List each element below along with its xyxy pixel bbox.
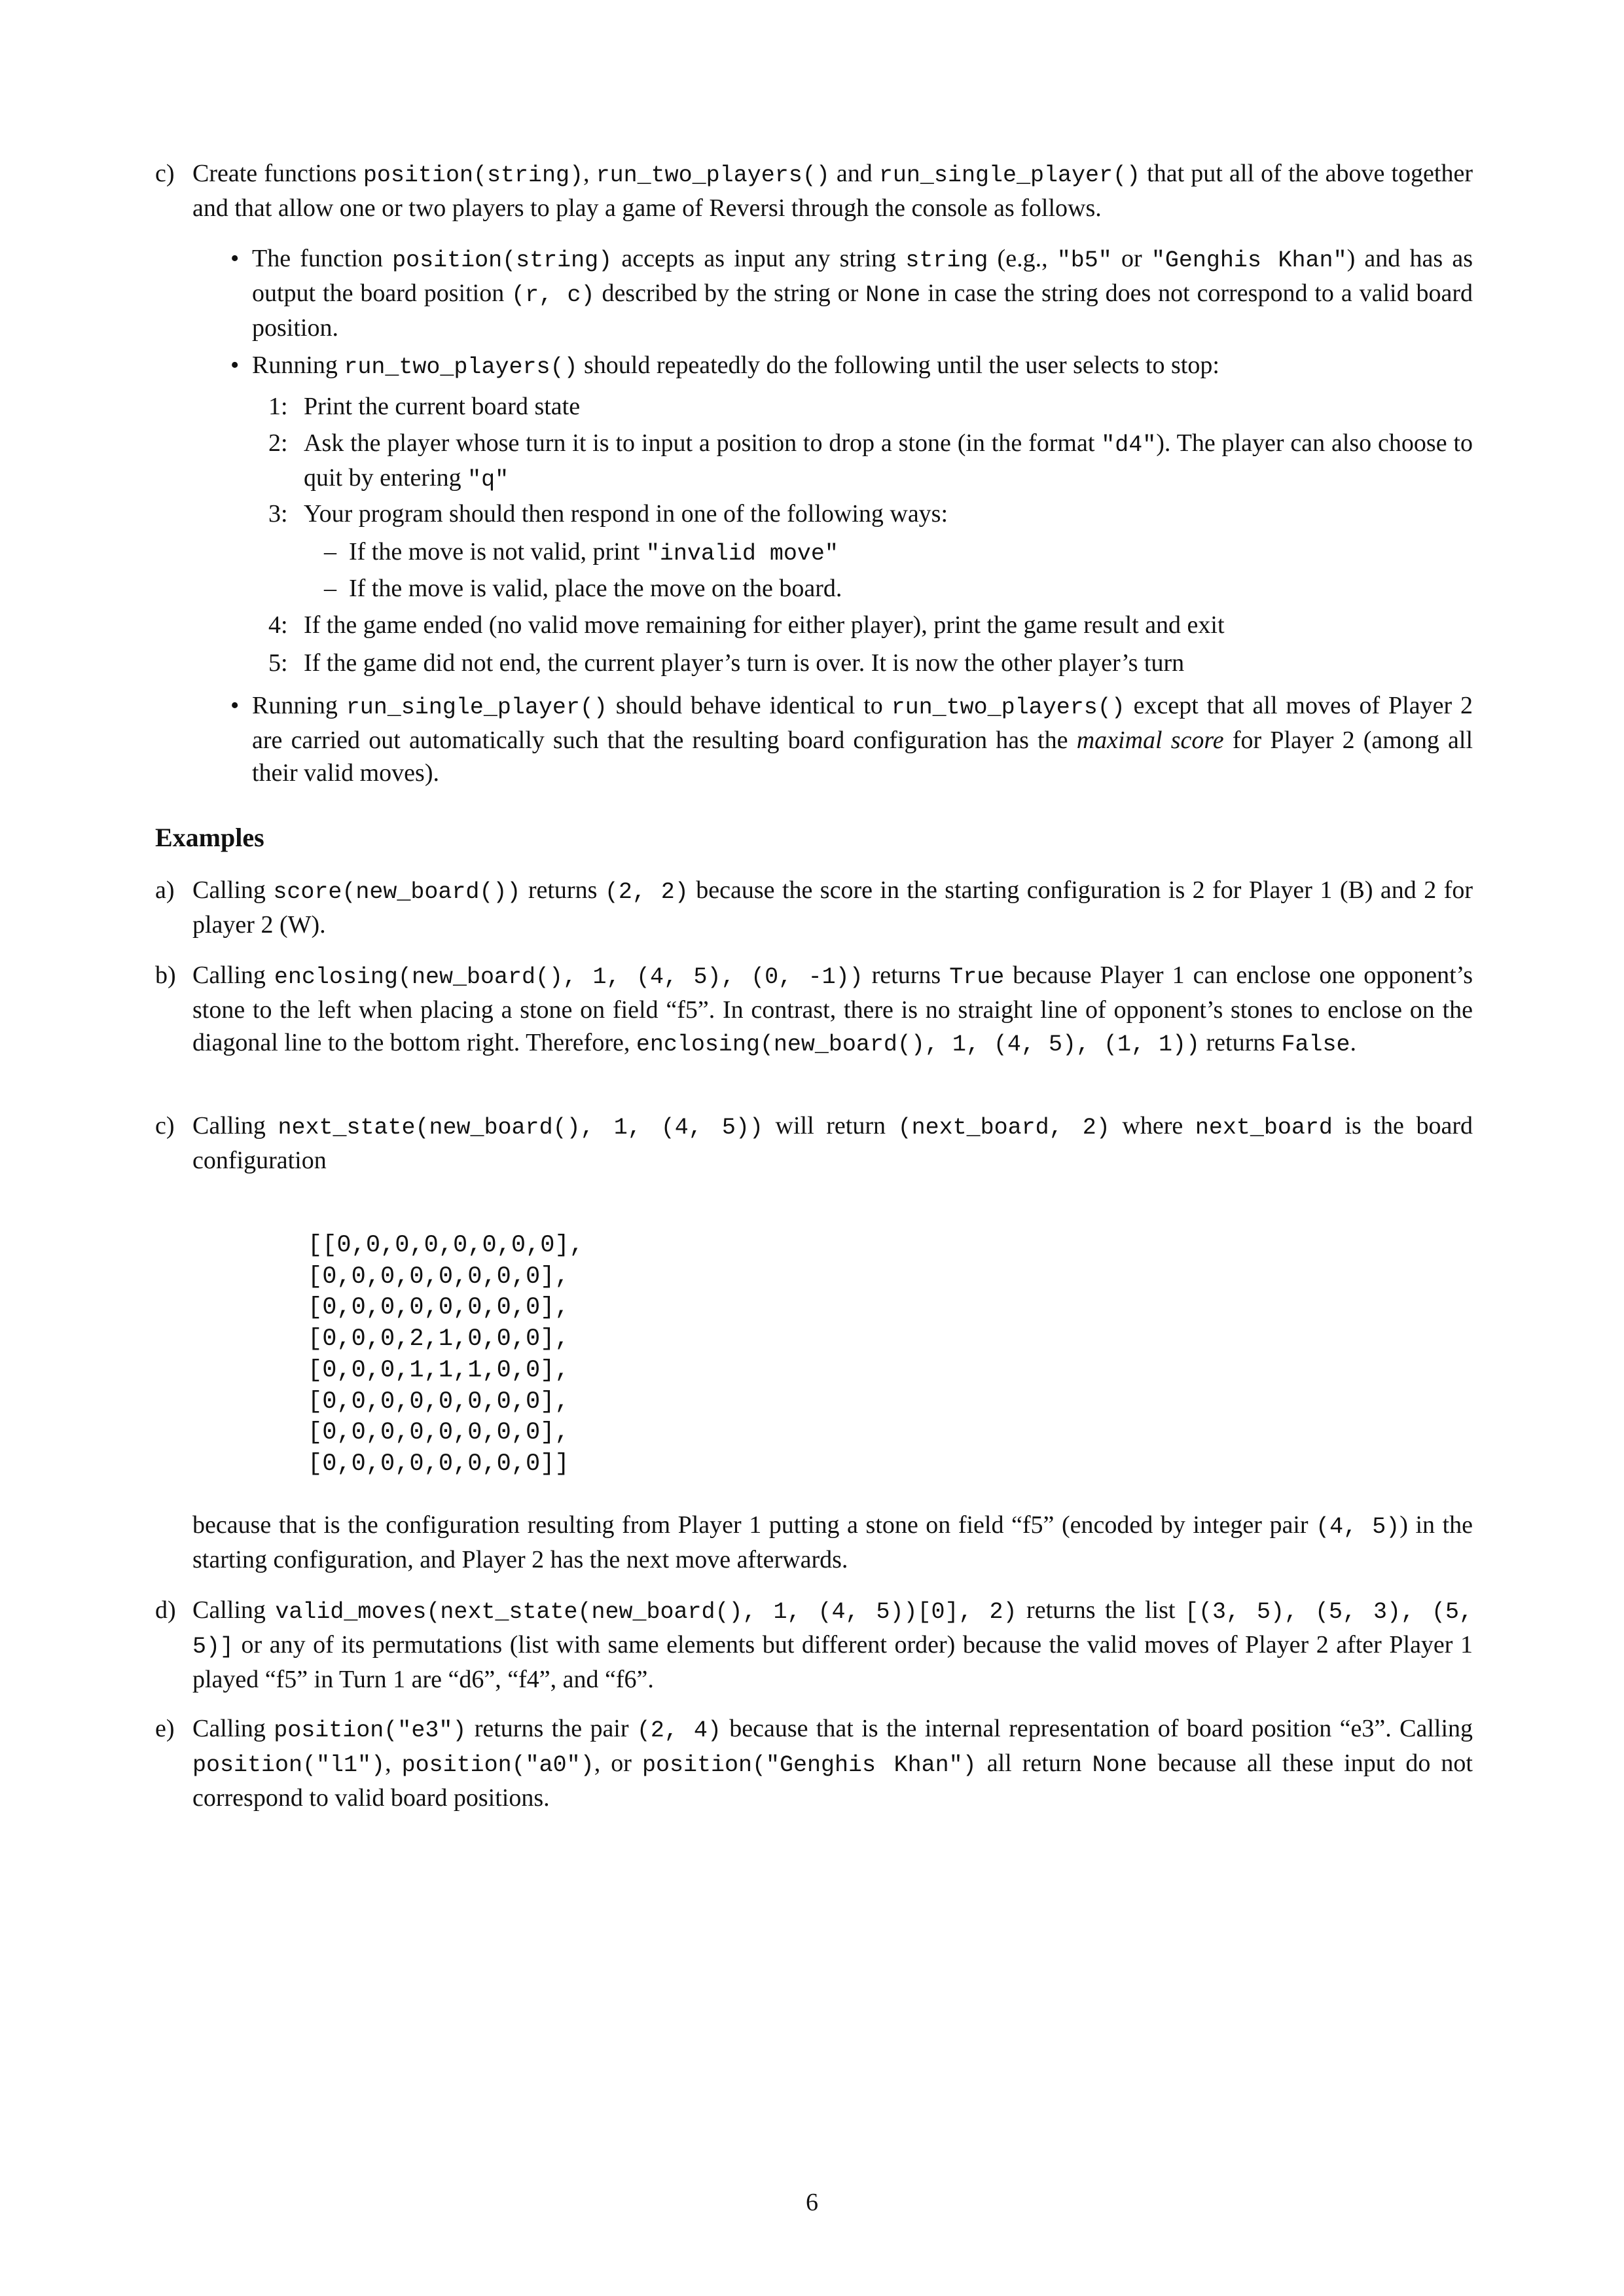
text-run: should repeatedly do the following until the user selects to stop: [577,351,1219,379]
inline-code: position("e3") [274,1717,467,1744]
step-5 [304,647,1473,679]
inline-code: run_two_players() [596,162,830,188]
matrix-row: [0,0,0,0,0,0,0,0], [308,1294,569,1322]
text-run: that put all of the above together and that allow one or two players to play a game of Reversi through the console as follows. [192,160,1473,222]
text-run: , or [594,1749,642,1777]
text-run: Your program should then respond in one of the following ways: [304,500,948,528]
example-d [192,1594,1473,1696]
inline-code: next_state(new_board(), 1, (4, 5)) [278,1115,763,1141]
matrix-row: [0,0,0,0,0,0,0,0], [308,1263,569,1291]
inline-code: valid_moves(next_state(new_board(), 1, (4, 5))[0], 2) [275,1599,1017,1625]
inline-code: score(new_board()) [273,879,521,905]
step-3 [304,497,1473,530]
text-run: If the move is not valid, print [349,538,646,565]
page-number: 6 [806,2189,818,2216]
text-run: except that all moves of Player 2 are carried out automatically such that the resulting board configuration has the [252,692,1473,754]
inline-code: position("Genghis Khan") [642,1752,977,1778]
text-run: because the score in the starting configuration is 2 for Player 1 (B) and 2 for player 2 (W). [192,876,1473,939]
text-run: . [1350,1029,1357,1056]
text-run: because Player 1 can enclose one opponent’s stone to the left when placing a stone on field “f5”. In contrast, there is no straight line of opponent’s stones to enclose on the diagonal line to the bottom right. Therefore, [192,961,1473,1056]
matrix-row: [0,0,0,1,1,1,0,0], [308,1356,569,1384]
text-run: or [1111,245,1151,272]
step-1 [304,390,1473,423]
text-run: Running [252,692,346,719]
step-number: 1: [268,393,288,420]
text-run: for Player 2 (among all their valid moves). [252,726,1473,787]
inline-code: False [1281,1031,1350,1058]
text-run: Calling [192,876,274,904]
step-number: 5: [268,649,288,677]
step-2 [304,427,1473,496]
bullet-position [252,242,1473,344]
text-run: maximal score [1076,726,1224,754]
matrix-row: [[0,0,0,0,0,0,0,0], [308,1232,584,1259]
text-run: If the game ended (no valid move remaining for either player), print the game result and exit [304,611,1225,639]
inline-code: position(string) [392,247,613,274]
example-label: a) [155,876,175,904]
dash-icon: – [324,575,336,602]
inline-code: enclosing(new_board(), 1, (4, 5), (1, 1)) [636,1031,1200,1058]
text-run: ) and has as output the board position [252,245,1473,307]
bullet-icon: • [230,692,240,719]
matrix-row: [0,0,0,0,0,0,0,0], [308,1388,569,1416]
text-run: is the board configuration [192,1112,1473,1174]
inline-code: "b5" [1056,247,1112,274]
inline-code: "d4" [1101,432,1157,458]
example-label: c) [155,1112,175,1139]
text-run: described by the string or [594,279,866,307]
inline-code: "q" [467,467,509,493]
text-run: If the game did not end, the current player’s turn is over. It is now the other player’s turn [304,649,1185,677]
inline-code: [(3, 5), (5, 3), (5, 5)] [192,1599,1473,1660]
inline-code: "invalid move" [645,541,839,567]
inline-code: position("l1") [192,1752,386,1778]
inline-code: (4, 5) [1316,1514,1400,1540]
inline-code: None [1092,1752,1147,1778]
text-run: Calling [192,961,274,989]
dash-icon: – [324,538,336,565]
example-c [192,1109,1473,1177]
inline-code: enclosing(new_board(), 1, (4, 5), (0, -1)) [274,964,863,990]
step-4 [304,609,1473,641]
text-run: Create functions [192,160,363,187]
text-run: The function [252,245,393,272]
text-run: returns [1199,1029,1282,1056]
inline-code: run_two_players() [344,354,578,380]
text-run: Print the current board state [304,393,581,420]
text-run: returns [520,876,605,904]
inline-code: "Genghis Khan" [1151,247,1347,274]
matrix-row: [0,0,0,0,0,0,0,0]] [308,1450,569,1478]
matrix-row: [0,0,0,2,1,0,0,0], [308,1325,569,1354]
substep-valid [349,572,1473,605]
inline-code: (r, c) [511,282,595,308]
part-c-intro [192,157,1473,224]
text-run: Calling [192,1112,278,1139]
bullet-run-two-players [252,349,1473,384]
text-run: Running [252,351,344,379]
matrix-row: [0,0,0,0,0,0,0,0], [308,1419,569,1447]
text-run: returns the pair [466,1715,637,1742]
example-label: e) [155,1715,175,1742]
inline-code: (2, 2) [604,879,689,905]
text-run: Calling [192,1596,276,1624]
text-run: because all these input do not correspond to valid board positions. [192,1749,1473,1812]
example-c-explanation [192,1509,1473,1576]
example-label: d) [155,1596,176,1624]
text-run: all return [976,1749,1092,1777]
example-label: b) [155,961,176,989]
inline-code: string [905,247,988,274]
inline-code: run_single_player() [346,694,607,721]
inline-code: True [949,964,1005,990]
substep-invalid [349,535,1473,570]
inline-code: position("a0") [401,1752,594,1778]
examples-heading: Examples [155,823,264,852]
inline-code: None [865,282,921,308]
inline-code: next_board [1195,1115,1333,1141]
example-e [192,1712,1473,1814]
text-run: where [1110,1112,1195,1139]
inline-code: run_two_players() [891,694,1125,721]
text-run: , [385,1749,402,1777]
bullet-icon: • [230,245,240,272]
inline-code: run_single_player() [878,162,1140,188]
text-run: , [583,160,596,187]
text-run: or any of its permutations (list with same elements but different order) because the valid moves of Player 2 after Player 1 played “f5” in Turn 1 are “d6”, “f4”, and “f6”. [192,1631,1473,1693]
text-run: Ask the player whose turn it is to input a position to drop a stone (in the format [304,429,1102,457]
text-run: and [829,160,879,187]
step-number: 2: [268,429,288,457]
text-run: If the move is valid, place the move on the board. [349,575,842,602]
inline-code: position(string) [363,162,583,188]
part-c-label: c) [155,160,175,187]
text-run: because that is the internal representation of board position “e3”. Calling [721,1715,1473,1742]
text-run: in case the string does not correspond to a valid board position. [252,279,1473,342]
bullet-icon: • [230,351,240,379]
text-run: returns [863,961,950,989]
bullet-run-single-player [252,689,1473,789]
text-run: (e.g., [988,245,1057,272]
text-run: ) in the starting configuration, and Player 2 has the next move afterwards. [192,1511,1473,1573]
inline-code: (2, 4) [636,1717,721,1744]
board-matrix [308,1230,584,1480]
text-run: returns the list [1017,1596,1185,1624]
text-run: should behave identical to [607,692,892,719]
example-b [192,959,1473,1061]
step-number: 3: [268,500,288,528]
example-a [192,874,1473,941]
text-run: accepts as input any string [612,245,906,272]
text-run: because that is the configuration resulting from Player 1 putting a stone on field “f5” (encoded by integer pair [192,1511,1316,1539]
text-run: ). The player can also choose to quit by entering [304,429,1473,492]
text-run: will return [763,1112,898,1139]
inline-code: (next_board, 2) [897,1115,1110,1141]
step-number: 4: [268,611,288,639]
text-run: Calling [192,1715,274,1742]
